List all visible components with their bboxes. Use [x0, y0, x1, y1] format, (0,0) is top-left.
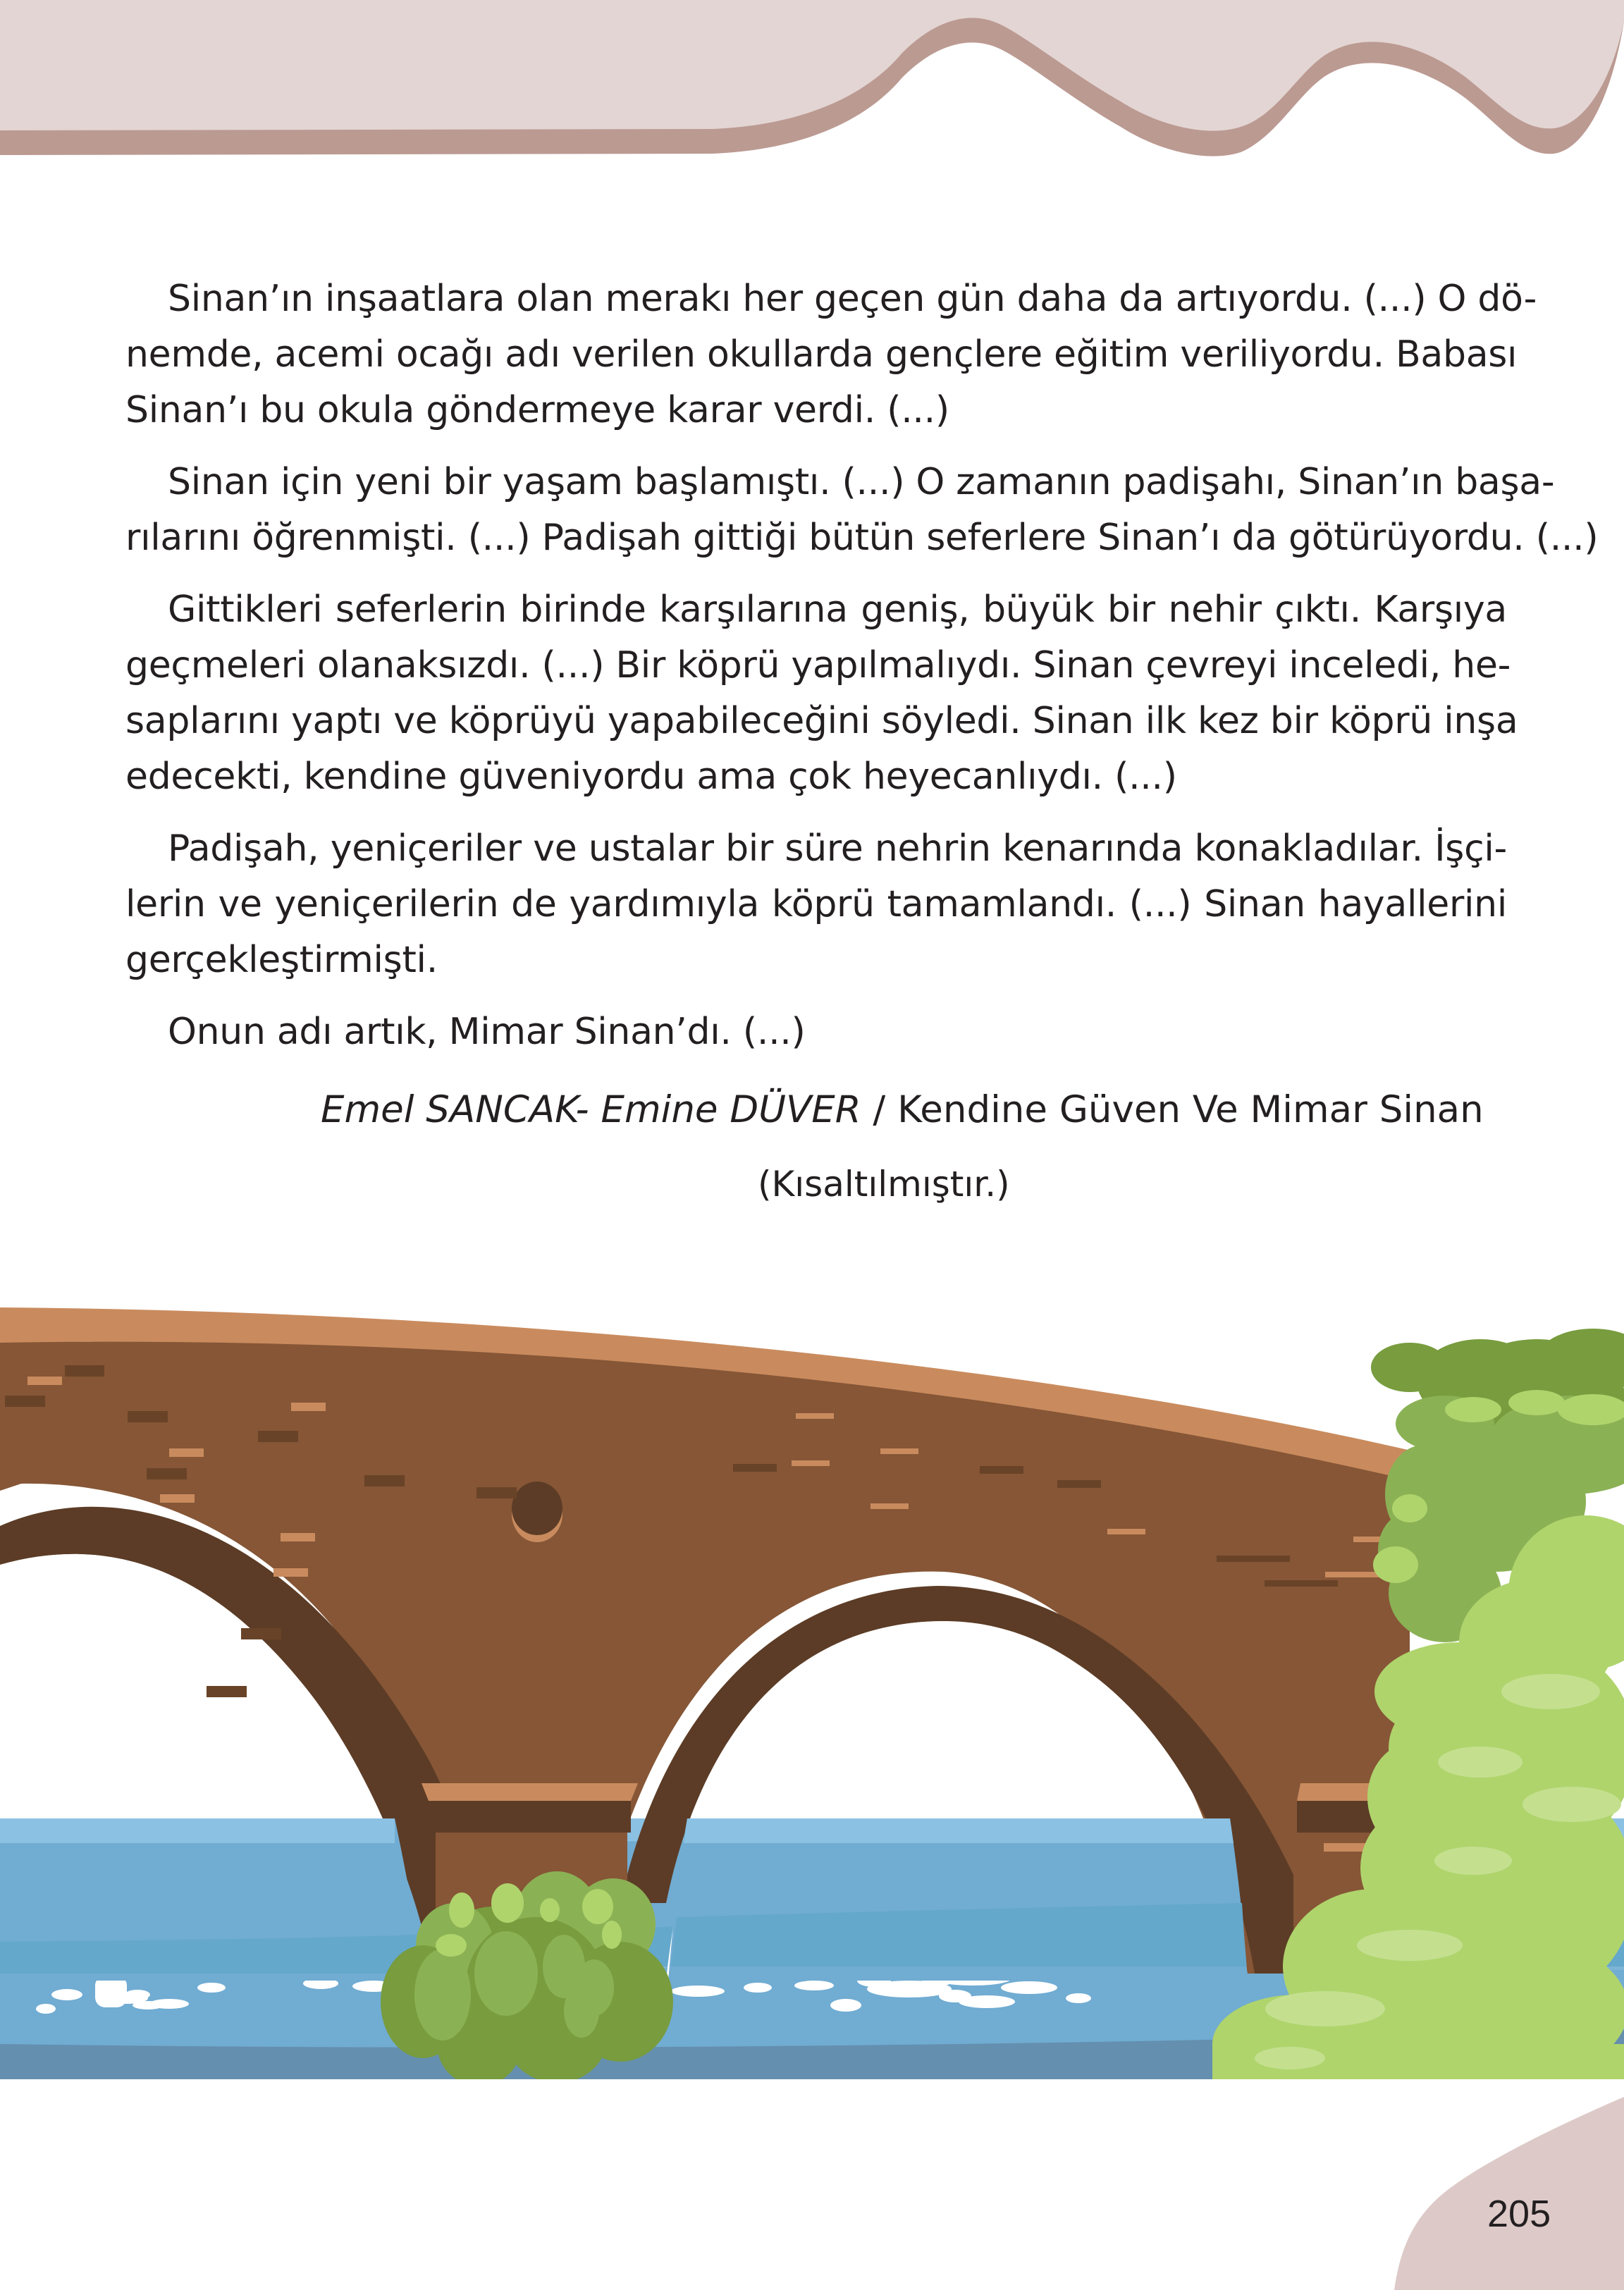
text-line: Sinan’ı bu okula göndermeye karar verdi. (...) — [125, 389, 949, 431]
citation-separator: / — [861, 1088, 898, 1131]
source-citation — [321, 1082, 1491, 1138]
citation-title: Kendine Güven Ve Mimar Sinan — [897, 1088, 1484, 1131]
paragraph-1 — [125, 271, 1537, 438]
text-line: edecekti, kendine güveniyordu ama çok heyecanlıydı. (...) — [125, 756, 1177, 798]
abridged-note: (Kısaltılmıştır.) — [758, 1164, 1010, 1205]
text-line: nemde, acemi ocağı adı verilen okullarda gençlere eğitim veriliyordu. Babası — [125, 333, 1518, 376]
paragraph-5 — [125, 1004, 1507, 1060]
stone-bridge — [0, 1307, 1417, 1981]
paragraph-4 — [125, 821, 1507, 988]
paragraph-2 — [125, 455, 1599, 566]
paragraph-3 — [125, 582, 1518, 805]
citation-authors: Emel SANCAK- Emine DÜVER — [321, 1088, 861, 1131]
corner-decoration — [1382, 2079, 1624, 2290]
text-line: Sinan’ın inşaatlara olan merakı her geçen gün daha da artıyordu. (...) O dö- — [168, 278, 1537, 320]
story-text — [125, 271, 1599, 1076]
text-line: Onun adı artık, Mimar Sinan’dı. (...) — [168, 1011, 806, 1053]
bridge-illustration — [0, 1297, 1624, 2079]
text-line: Gittikleri seferlerin birinde karşılarına geniş, büyük bir nehir çıktı. Karşıya — [168, 589, 1507, 631]
text-line: lerin ve yeniçerilerin de yardımıyla köprü tamamlandı. (...) Sinan hayallerini — [125, 883, 1507, 925]
top-wave-decoration — [0, 0, 1624, 162]
text-line: geçmeleri olanaksızdı. (...) Bir köprü yapılmalıydı. Sinan çevreyi inceledi, he- — [125, 644, 1511, 687]
page-number: 205 — [1487, 2193, 1551, 2235]
text-line: gerçekleştirmişti. — [125, 939, 438, 981]
text-line: Sinan için yeni bir yaşam başlamıştı. (...) O zamanın padişahı, Sinan’ın başa- — [168, 461, 1555, 503]
text-line: rılarını öğrenmişti. (...) Padişah gittiği bütün seferlere Sinan’ı da götürüyordu. (...) — [125, 517, 1599, 559]
text-line: saplarını yaptı ve köprüyü yapabileceğini söyledi. Sinan ilk kez bir köprü inşa — [125, 700, 1518, 742]
text-line: Padişah, yeniçeriler ve ustalar bir süre nehrin kenarında konakladılar. İşçi- — [168, 827, 1507, 870]
